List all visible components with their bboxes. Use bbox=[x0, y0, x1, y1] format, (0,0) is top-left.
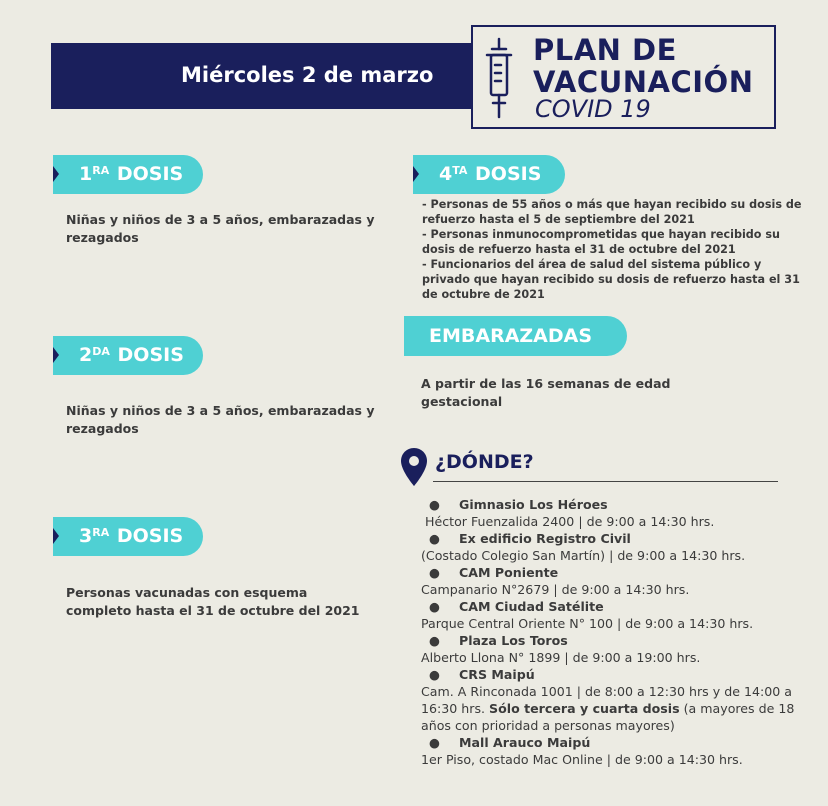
pregnant-label: EMBARAZADAS bbox=[429, 325, 593, 347]
place-detail: Alberto Llona N° 1899 | de 9:00 a 19:00 hrs. bbox=[421, 650, 701, 665]
dose-1-text: Niñas y niños de 3 a 5 años, embarazadas y rezagados bbox=[66, 212, 375, 245]
list-item bbox=[421, 530, 806, 564]
pregnant-heading bbox=[404, 316, 627, 356]
bullet-icon: ● bbox=[429, 633, 440, 648]
bullet-icon: ● bbox=[429, 531, 440, 546]
dose-1-num: 1 bbox=[79, 163, 93, 185]
title-line-1: PLAN DE bbox=[533, 33, 677, 67]
dose-3-num: 3 bbox=[79, 525, 93, 547]
dose-2-num: 2 bbox=[79, 344, 93, 366]
place-name: Plaza Los Toros bbox=[459, 633, 568, 648]
date-banner bbox=[51, 43, 471, 109]
location-pin-icon bbox=[400, 447, 428, 487]
place-detail bbox=[421, 683, 806, 734]
place-detail: Parque Central Oriente N° 100 | de 9:00 a 14:30 hrs. bbox=[421, 616, 754, 631]
places-list bbox=[421, 496, 806, 768]
dose-4-item: - Personas de 55 años o más que hayan recibido su dosis de refuerzo hasta el 5 de septiembre del 2021 bbox=[422, 198, 802, 226]
dose-2-text: Niñas y niños de 3 a 5 años, embarazadas y rezagados bbox=[66, 403, 375, 436]
arrow-marker-icon bbox=[53, 528, 59, 544]
dose-3-heading bbox=[53, 517, 203, 556]
place-name: Gimnasio Los Héroes bbox=[459, 497, 608, 512]
title-box bbox=[471, 25, 776, 129]
place-detail-after: (a mayores de 18 años con prioridad a personas mayores) bbox=[421, 701, 795, 733]
pregnant-text: A partir de las 16 semanas de edad gestacional bbox=[421, 376, 671, 409]
bullet-icon: ● bbox=[429, 667, 440, 682]
bullet-icon: ● bbox=[429, 599, 440, 614]
where-title: ¿DÓNDE? bbox=[435, 451, 534, 473]
list-item bbox=[421, 496, 806, 530]
list-item bbox=[421, 598, 806, 632]
title-line-3: COVID 19 bbox=[535, 95, 651, 123]
dose-1-word: DOSIS bbox=[116, 163, 184, 185]
place-detail: Campanario N°2679 | de 9:00 a 14:30 hrs. bbox=[421, 582, 690, 597]
place-detail: 1er Piso, costado Mac Online | de 9:00 a 14:30 hrs. bbox=[421, 752, 743, 767]
bullet-icon: ● bbox=[429, 735, 440, 750]
arrow-marker-icon bbox=[413, 166, 419, 182]
dose-2-sup: DA bbox=[92, 345, 110, 358]
place-name: Ex edificio Registro Civil bbox=[459, 531, 631, 546]
place-name: Mall Arauco Maipú bbox=[459, 735, 591, 750]
date-text: Miércoles 2 de marzo bbox=[181, 63, 434, 87]
place-detail-text: Cam. A Rinconada 1001 | de 8:00 a 12:30 hrs y de 14:00 a 16:30 hrs. bbox=[421, 684, 792, 716]
dose-3-text: Personas vacunadas con esquema completo hasta el 31 de octubre del 2021 bbox=[66, 585, 360, 618]
bullet-icon: ● bbox=[429, 497, 440, 512]
dose-4-list bbox=[422, 197, 807, 302]
place-detail-bold: Sólo tercera y cuarta dosis bbox=[489, 701, 680, 716]
dose-1-heading bbox=[53, 155, 203, 194]
syringe-icon bbox=[479, 37, 519, 121]
bullet-icon: ● bbox=[429, 565, 440, 580]
list-item bbox=[421, 564, 806, 598]
place-name: CRS Maipú bbox=[459, 667, 535, 682]
list-item bbox=[421, 666, 806, 734]
dose-4-num: 4 bbox=[439, 163, 453, 185]
place-detail: (Costado Colegio San Martín) | de 9:00 a 14:30 hrs. bbox=[421, 548, 746, 563]
dose-4-heading bbox=[413, 155, 565, 194]
title-line-2: VACUNACIÓN bbox=[533, 65, 754, 99]
dose-3-word: DOSIS bbox=[116, 525, 184, 547]
dose-1-sup: RA bbox=[92, 164, 110, 177]
place-name: CAM Ciudad Satélite bbox=[459, 599, 604, 614]
dose-2-heading bbox=[53, 336, 203, 375]
divider bbox=[433, 481, 778, 482]
place-name: CAM Poniente bbox=[459, 565, 559, 580]
dose-4-item: - Funcionarios del área de salud del sistema público y privado que hayan recibido su dosis de refuerzo hasta el 31 de octubre de 2021 bbox=[422, 258, 800, 301]
dose-4-item: - Personas inmunocomprometidas que hayan recibido su dosis de refuerzo hasta el 31 de octubre del 2021 bbox=[422, 228, 781, 256]
dose-2-word: DOSIS bbox=[117, 344, 184, 366]
dose-4-word: DOSIS bbox=[475, 163, 542, 185]
dose-4-sup: TA bbox=[452, 164, 468, 177]
list-item bbox=[421, 632, 806, 666]
dose-3-sup: RA bbox=[92, 526, 110, 539]
arrow-marker-icon bbox=[53, 166, 59, 182]
arrow-marker-icon bbox=[53, 347, 59, 363]
place-detail: Héctor Fuenzalida 2400 | de 9:00 a 14:30 hrs. bbox=[425, 514, 715, 529]
list-item bbox=[421, 734, 806, 768]
